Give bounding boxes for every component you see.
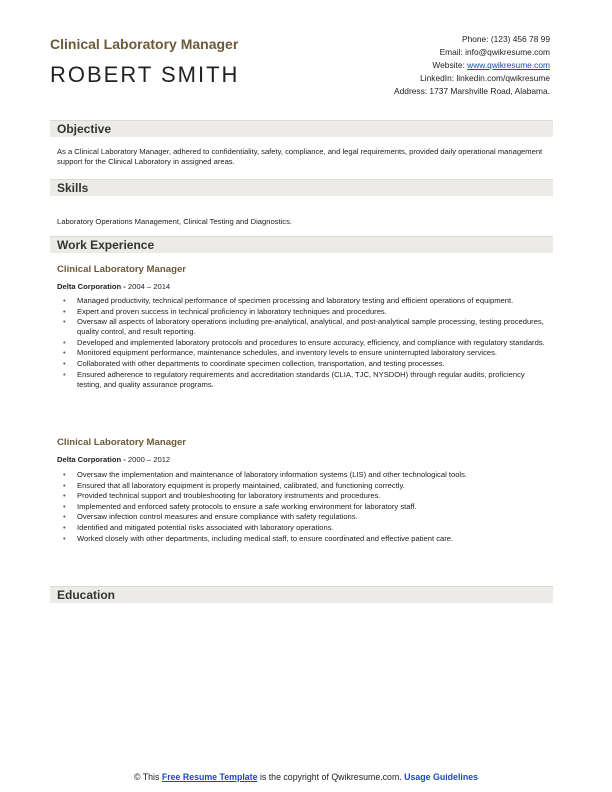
bullet-icon: •	[63, 522, 66, 532]
bullet-icon: •	[63, 296, 66, 305]
bullet-icon: •	[63, 317, 66, 327]
bullet-text: Oversaw infection control measures and ensure compliance with safety regulations.	[77, 512, 358, 522]
job-1-company: Delta Corporation -	[57, 282, 126, 291]
list-item	[57, 470, 549, 480]
job-2-company-line	[57, 455, 170, 464]
list-item	[57, 370, 549, 390]
bullet-text: Monitored equipment performance, maintenance schedules, and inventory levels to ensure uninterrupted laboratory services.	[77, 348, 497, 358]
section-objective-title: Objective	[57, 122, 112, 136]
footer-copyright	[0, 772, 612, 782]
list-item	[57, 491, 549, 501]
list-item	[57, 307, 549, 317]
contact-email: Email: info@qwikresume.com	[439, 47, 550, 57]
bullet-icon: •	[63, 512, 66, 522]
list-item	[57, 481, 549, 491]
bullet-text: Ensured that all laboratory equipment is properly maintained, calibrated, and functioning correctly.	[77, 480, 405, 490]
footer-middle: is the copyright of Qwikresume.com.	[257, 772, 405, 782]
section-skills-title: Skills	[57, 181, 89, 195]
bullet-icon: •	[63, 358, 66, 368]
job-1-bullet-list	[57, 296, 549, 390]
job-2-title: Clinical Laboratory Manager	[57, 437, 187, 448]
footer-prefix: © This	[133, 772, 162, 782]
bullet-text: Developed and implemented laboratory protocols and procedures to ensure accuracy, efficiency, and compliance with regulatory standards.	[77, 337, 545, 347]
bullet-icon: •	[63, 480, 66, 490]
list-item	[57, 502, 549, 512]
bullet-icon: •	[63, 533, 66, 543]
list-item	[57, 348, 549, 358]
contact-phone: Phone: (123) 456 78 99	[461, 34, 550, 44]
list-item	[57, 296, 549, 306]
header-full-name: ROBERT SMITH	[50, 62, 240, 87]
objective-text: As a Clinical Laboratory Manager, adhered to confidentiality, safety, compliance, and legal requirements, provided daily operational management support for the Clinical Laboratory in assigned areas.	[57, 147, 543, 166]
bullet-text: Collaborated with other departments to coordinate specimen collection, transportation, and testing processes.	[77, 358, 445, 368]
section-experience-header	[50, 236, 553, 253]
section-skills-header	[50, 179, 553, 196]
section-education-header	[50, 586, 553, 603]
bullet-text: Oversaw all aspects of laboratory operations including pre-analytical, analytical, and post-analytical sample processing, testing procedures, quality control, and result reporting.	[77, 317, 544, 337]
bullet-icon: •	[63, 369, 66, 379]
job-1-title: Clinical Laboratory Manager	[57, 264, 187, 275]
header-job-title: Clinical Laboratory Manager	[50, 36, 239, 52]
skills-text: Laboratory Operations Management, Clinical Testing and Diagnostics.	[57, 217, 292, 226]
section-experience-title: Work Experience	[57, 238, 155, 252]
bullet-text: Ensured adherence to regulatory requirements and accreditation standards (CLIA, TJC, NYSDOH) through regular audits, proficiency testing, and quality assurance programs.	[77, 369, 525, 389]
contact-website	[394, 59, 550, 72]
list-item	[57, 523, 549, 533]
bullet-icon: •	[63, 470, 66, 479]
contact-website-label: Website:	[432, 60, 468, 70]
free-resume-template-link[interactable]: Free Resume Template	[161, 772, 258, 782]
bullet-icon: •	[63, 491, 66, 501]
bullet-text: Identified and mitigated potential risks associated with laboratory operations.	[77, 522, 334, 532]
usage-guidelines-link[interactable]: Usage Guidelines	[404, 772, 478, 782]
bullet-icon: •	[63, 501, 66, 511]
bullet-icon: •	[63, 348, 66, 358]
bullet-text: Worked closely with other departments, including medical staff, to ensure coordinated and effective patient care.	[77, 533, 454, 543]
list-item	[57, 317, 549, 337]
job-2-dates: 2000 – 2012	[127, 455, 171, 464]
bullet-icon: •	[63, 337, 66, 347]
bullet-text: Oversaw the implementation and maintenance of laboratory information systems (LIS) and other technological tools.	[77, 470, 468, 479]
list-item	[57, 534, 549, 544]
list-item	[57, 512, 549, 522]
bullet-text: Expert and proven success in technical proficiency in laboratory techniques and procedures.	[77, 306, 387, 316]
job-1-company-line	[57, 282, 170, 291]
contact-linkedin: LinkedIn: linkedin.com/qwikresume	[420, 73, 550, 83]
contact-block	[394, 33, 550, 98]
list-item	[57, 338, 549, 348]
bullet-icon: •	[63, 306, 66, 316]
job-1-dates: 2004 – 2014	[127, 282, 171, 291]
contact-website-link[interactable]: www.qwikresume.com	[467, 60, 550, 70]
contact-address: Address: 1737 Marshville Road, Alabama.	[394, 86, 550, 96]
job-2-company: Delta Corporation -	[57, 455, 126, 464]
bullet-text: Implemented and enforced safety protocols to ensure a safe working environment for laboratory staff.	[77, 501, 417, 511]
bullet-text: Managed productivity, technical performance of specimen processing and laboratory testing and efficient operations of equipment.	[77, 296, 514, 305]
section-objective-header	[50, 120, 553, 137]
bullet-text: Provided technical support and troubleshooting for laboratory instruments and procedures.	[77, 491, 381, 501]
section-education-title: Education	[57, 588, 116, 602]
list-item	[57, 359, 549, 369]
job-2-bullet-list	[57, 470, 549, 544]
